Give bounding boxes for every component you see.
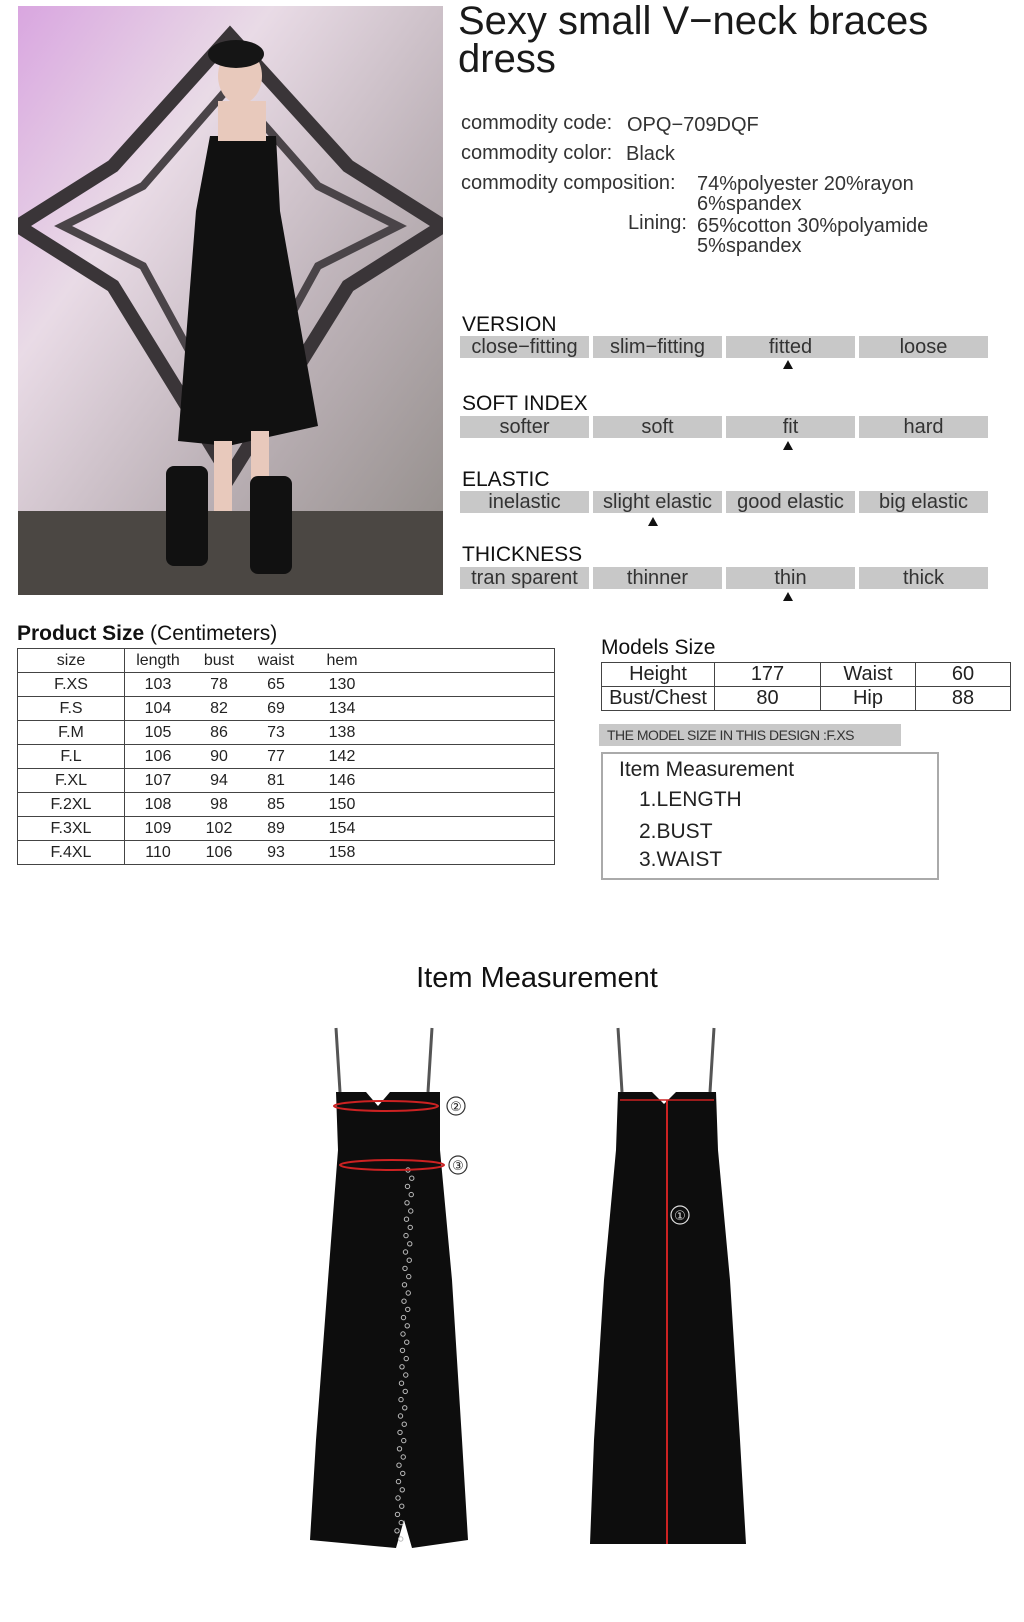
scale-soft-index: [460, 416, 988, 438]
table-cell: 177: [715, 663, 821, 687]
scale-option: slight elastic: [593, 491, 722, 513]
model-photo-illustration: [18, 6, 443, 595]
table-cell: F.3XL: [18, 817, 125, 841]
table-cell: 65: [247, 673, 305, 697]
table-cell: F.4XL: [18, 841, 125, 865]
table-cell: F.2XL: [18, 793, 125, 817]
table-row: [602, 663, 1011, 687]
table-cell: 150: [305, 793, 379, 817]
size-table-title: [17, 622, 277, 646]
table-cell: 138: [305, 721, 379, 745]
table-cell: 93: [247, 841, 305, 865]
table-header: bust: [191, 649, 247, 673]
table-cell: 80: [715, 687, 821, 711]
table-row: [18, 721, 555, 745]
table-cell: 146: [305, 769, 379, 793]
table-cell: 154: [305, 817, 379, 841]
scale-option: close−fitting: [460, 336, 589, 358]
table-header: hem: [305, 649, 379, 673]
scale-option: tran sparent: [460, 567, 589, 589]
selected-marker: [783, 592, 793, 601]
scale-option: good elastic: [726, 491, 855, 513]
color-value: Black: [626, 143, 675, 165]
table-cell: F.S: [18, 697, 125, 721]
measurement-box: [601, 752, 939, 880]
table-cell: 78: [191, 673, 247, 697]
lining-label: Lining:: [628, 212, 687, 234]
scale-option: fitted: [726, 336, 855, 358]
table-row: [18, 817, 555, 841]
table-cell: 69: [247, 697, 305, 721]
measurement-diagram: [0, 1020, 1024, 1622]
marker-3: ③: [452, 1159, 464, 1174]
table-cell: 105: [125, 721, 192, 745]
table-cell: 85: [247, 793, 305, 817]
scale-option: thick: [859, 567, 988, 589]
marker-2: ②: [450, 1100, 462, 1115]
dress-back: [590, 1028, 746, 1544]
table-header: length: [125, 649, 192, 673]
table-cell: 107: [125, 769, 192, 793]
model-size-note: THE MODEL SIZE IN THIS DESIGN :F.XS: [599, 724, 901, 746]
table-cell: 108: [125, 793, 192, 817]
scale-option: fit: [726, 416, 855, 438]
table-cell: 89: [247, 817, 305, 841]
selected-marker: [783, 441, 793, 450]
diagram-title: Item Measurement: [416, 962, 658, 994]
product-title: Sexy small V−neck braces dress: [458, 0, 929, 81]
scale-title-elastic: ELASTIC: [462, 468, 550, 491]
table-cell: 134: [305, 697, 379, 721]
table-cell: Bust/Chest: [602, 687, 715, 711]
strap-left: [336, 1028, 340, 1092]
table-cell: 94: [191, 769, 247, 793]
table-cell: 86: [191, 721, 247, 745]
table-cell: F.L: [18, 745, 125, 769]
table-cell: 82: [191, 697, 247, 721]
size-title-unit: (Centimeters): [150, 622, 278, 645]
strap-right: [428, 1028, 432, 1092]
size-table: [17, 648, 555, 865]
models-size-table: [601, 662, 1011, 711]
scale-option: inelastic: [460, 491, 589, 513]
table-cell: F.XS: [18, 673, 125, 697]
selected-marker: [783, 360, 793, 369]
table-cell: 98: [191, 793, 247, 817]
code-value: OPQ−709DQF: [627, 114, 759, 136]
table-header-row: [18, 649, 555, 673]
table-cell: Waist: [821, 663, 916, 687]
scale-option: softer: [460, 416, 589, 438]
lining-line1: 65%cotton 30%polyamide: [697, 215, 929, 237]
table-cell: 158: [305, 841, 379, 865]
table-cell: 88: [916, 687, 1011, 711]
table-row: [18, 769, 555, 793]
scale-option: soft: [593, 416, 722, 438]
table-cell: 110: [125, 841, 192, 865]
measurement-item: 1.LENGTH: [639, 788, 742, 811]
table-cell: 73: [247, 721, 305, 745]
scale-thickness: [460, 567, 988, 589]
table-row: [18, 673, 555, 697]
table-cell: 109: [125, 817, 192, 841]
selected-marker: [648, 517, 658, 526]
table-cell: 102: [191, 817, 247, 841]
table-cell: 60: [916, 663, 1011, 687]
table-row: [18, 793, 555, 817]
scale-option: loose: [859, 336, 988, 358]
composition-line2: 6%spandex: [697, 193, 802, 215]
table-row: [18, 841, 555, 865]
table-cell: Height: [602, 663, 715, 687]
scale-elastic: [460, 491, 988, 513]
scale-option: big elastic: [859, 491, 988, 513]
table-cell: 142: [305, 745, 379, 769]
table-row: [18, 697, 555, 721]
scale-option: thinner: [593, 567, 722, 589]
table-cell: 81: [247, 769, 305, 793]
product-photo: [18, 6, 443, 595]
scale-option: slim−fitting: [593, 336, 722, 358]
measurement-item: 2.BUST: [639, 820, 713, 843]
scale-option: hard: [859, 416, 988, 438]
strap-right: [710, 1028, 714, 1092]
measurement-box-title: Item Measurement: [619, 758, 795, 781]
table-header: size: [18, 649, 125, 673]
strap-left: [618, 1028, 622, 1092]
lining-line2: 5%spandex: [697, 235, 802, 257]
scale-title-thickness: THICKNESS: [462, 543, 583, 566]
composition-label: commodity composition:: [461, 172, 676, 194]
color-label: commodity color:: [461, 142, 613, 164]
table-cell: 103: [125, 673, 192, 697]
table-cell: 104: [125, 697, 192, 721]
table-cell: 130: [305, 673, 379, 697]
table-header: waist: [247, 649, 305, 673]
table-cell: 106: [191, 841, 247, 865]
marker-1: ①: [674, 1209, 686, 1224]
scale-option: thin: [726, 567, 855, 589]
code-label: commodity code:: [461, 112, 613, 134]
table-cell: F.XL: [18, 769, 125, 793]
scale-title-soft-index: SOFT INDEX: [462, 392, 588, 415]
measurement-item: 3.WAIST: [639, 848, 723, 871]
table-cell: F.M: [18, 721, 125, 745]
table-cell: 106: [125, 745, 192, 769]
table-cell: Hip: [821, 687, 916, 711]
table-row: [18, 745, 555, 769]
size-title-bold: Product Size: [17, 622, 145, 645]
composition-line1: 74%polyester 20%rayon: [697, 173, 914, 195]
table-cell: 77: [247, 745, 305, 769]
table-cell: 90: [191, 745, 247, 769]
dress-front: [310, 1028, 468, 1548]
scale-title-version: VERSION: [462, 313, 557, 336]
table-row: [602, 687, 1011, 711]
eyelet: [399, 1537, 403, 1541]
models-size-title: Models Size: [601, 636, 716, 659]
scale-version: [460, 336, 988, 358]
